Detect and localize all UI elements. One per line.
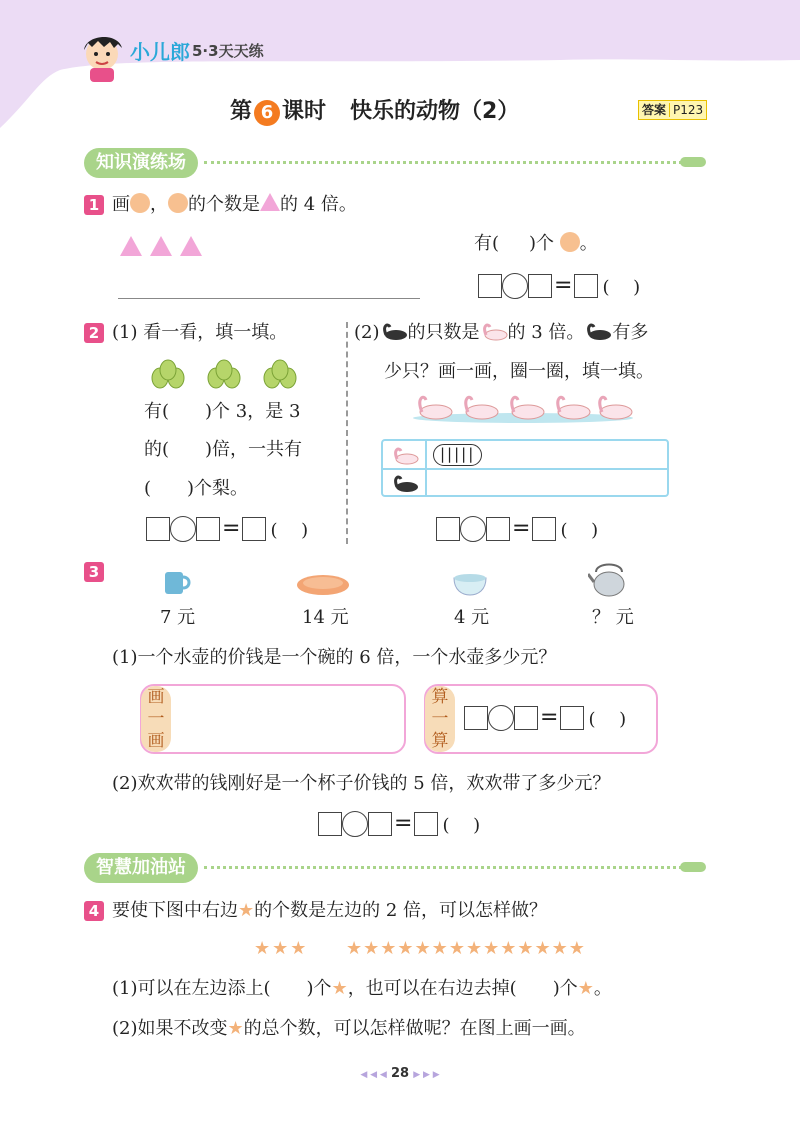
q2-line1: 有( )个 3，是 3: [144, 401, 301, 422]
q1-text-a: 画: [112, 194, 130, 215]
title-prefix: 第: [230, 99, 253, 124]
q3-part1: (1)一个水壶的价钱是一个碗的 6 倍，一个水壶多少元？: [112, 647, 557, 668]
cup-icon: [162, 568, 192, 598]
answer-box[interactable]: [146, 517, 170, 541]
answer-box[interactable]: [514, 706, 538, 730]
prev-arrows-icon: ◀ ◀ ◀: [360, 1070, 387, 1080]
drawing-line[interactable]: [118, 298, 420, 299]
q4-p1-c: 。: [593, 978, 612, 999]
q1-fill: [474, 232, 598, 256]
calc-label: [425, 686, 455, 752]
pear-groups: [150, 356, 340, 394]
answer-box[interactable]: [436, 517, 460, 541]
black-swan-icon: [380, 321, 408, 341]
operator-circle[interactable]: [342, 811, 368, 837]
q4-p2-b: 的总个数，可以怎样做呢？在图上画一画。: [243, 1018, 586, 1039]
orange-circle-icon: [168, 193, 188, 213]
right-star-group: ★★★★★★★★★★★★★★: [346, 938, 586, 959]
q2-part2-line2: 少只？画一画，圈一圈，填一填。: [384, 361, 654, 382]
q2-p2-b: 的只数是: [407, 322, 480, 343]
star-icon: ★: [577, 978, 594, 999]
answer-box[interactable]: [414, 812, 438, 836]
equation-row: [146, 516, 308, 542]
triangle-icon: [180, 236, 202, 256]
q2-line2: 的( )倍，一共有: [144, 439, 303, 460]
q1-prompt: [112, 193, 357, 217]
black-swan-icon: [584, 321, 612, 341]
answer-box[interactable]: [478, 274, 502, 298]
answer-box[interactable]: [560, 706, 584, 730]
answer-ref: [638, 100, 707, 120]
left-star-group: ★★★: [254, 938, 309, 959]
section-title-challenge: 智慧加油站: [84, 853, 198, 883]
pencil-tip-icon: [680, 862, 706, 872]
q2-p2-a: (2): [354, 322, 380, 343]
question-number: 2: [84, 323, 104, 343]
operator-circle[interactable]: [460, 516, 486, 542]
answer-box[interactable]: [532, 517, 556, 541]
white-swan-icon: [480, 321, 508, 341]
bowl-icon: [452, 570, 488, 596]
equals-sign: =: [394, 811, 413, 836]
pear-icon: [150, 356, 340, 390]
q1-fill-c: 。: [579, 233, 598, 254]
draw-char: 画: [147, 687, 165, 707]
q4-part1: [112, 977, 612, 1001]
page-title: [230, 94, 519, 124]
kettle-icon: [588, 558, 630, 598]
q1-fill-b: )个: [529, 233, 555, 254]
q3-part2: (2)欢欢带的钱刚好是一个杯子价钱的 5 倍，欢欢带了多少元？: [112, 773, 611, 794]
orange-circle-icon: [130, 193, 150, 213]
q4-text-b: 的个数是左边的 2 倍，可以怎样做？: [254, 900, 548, 921]
draw-box[interactable]: [140, 684, 406, 754]
q4-p2-a: (2)如果不改变: [112, 1018, 228, 1039]
unit-blank[interactable]: ( ): [442, 815, 481, 836]
q4-text-a: 要使下图中右边: [112, 900, 238, 921]
draw-char: 画: [147, 731, 165, 751]
answer-box[interactable]: [242, 517, 266, 541]
q2-line3: ( )个梨。: [144, 478, 249, 499]
equals-sign: =: [554, 273, 573, 298]
equation-row: [464, 705, 626, 731]
black-swan-icon: [391, 473, 419, 493]
question-number: 4: [84, 901, 104, 921]
answer-box[interactable]: [318, 812, 342, 836]
price-label: 7 元: [160, 607, 196, 628]
column-divider: [346, 322, 348, 544]
section-title-practice: 知识演练场: [84, 148, 198, 178]
q2-part2-title: [354, 321, 648, 345]
answer-box[interactable]: [368, 812, 392, 836]
q1-text-b: ，: [150, 194, 168, 215]
title-suffix: 课时: [282, 99, 327, 124]
lesson-number-badge: 6: [254, 100, 280, 126]
calc-char: 算: [431, 687, 449, 707]
q2-p2-d: 有多: [612, 322, 649, 343]
operator-circle[interactable]: [170, 516, 196, 542]
series-name: 5·3天天练: [192, 42, 264, 60]
answer-box[interactable]: [528, 274, 552, 298]
plate-icon: [296, 574, 350, 596]
page-footer: [348, 1066, 452, 1081]
question-number: 1: [84, 195, 104, 215]
section-divider: [204, 161, 682, 164]
draw-char: 一: [147, 709, 165, 729]
answer-box[interactable]: [574, 274, 598, 298]
calc-char: 算: [431, 731, 449, 751]
triangle-icon: [150, 236, 172, 256]
page-number: 28: [390, 1066, 410, 1081]
q1-text-c: 的个数是: [188, 194, 260, 215]
q4-p1-a: (1)可以在左边添上( )个: [112, 978, 332, 999]
equation-row: [436, 516, 598, 542]
swan-table: [381, 439, 669, 497]
table-row-divider: [383, 468, 667, 470]
q2-p2-c: 的 3 倍。: [507, 322, 585, 343]
q2-part1-title: (1) 看一看，填一填。: [112, 322, 288, 343]
q4-prompt: [112, 899, 547, 923]
answer-box[interactable]: [486, 517, 510, 541]
calc-char: 一: [431, 709, 449, 729]
triangle-group: [120, 236, 210, 260]
q4-p1-b: ，也可以在右边去掉( )个: [347, 978, 578, 999]
pencil-tip-icon: [680, 157, 706, 167]
price-label: 4 元: [454, 607, 490, 628]
lesson-title: 快乐的动物（2）: [350, 99, 520, 124]
brand-logo: 小儿郎: [130, 40, 190, 64]
answer-label: 答案: [642, 103, 667, 117]
star-icon: ★: [331, 978, 348, 999]
operator-circle[interactable]: [488, 705, 514, 731]
equation-row: [478, 273, 640, 299]
next-arrows-icon: ▶ ▶ ▶: [413, 1070, 440, 1080]
operator-circle[interactable]: [502, 273, 528, 299]
orange-circle-icon: [560, 232, 580, 252]
pink-triangle-icon: [260, 193, 280, 211]
price-label: 14 元: [302, 607, 349, 628]
unit-blank[interactable]: ( ): [270, 520, 309, 541]
equals-sign: =: [512, 516, 531, 541]
q4-part2: [112, 1017, 586, 1041]
white-swan-icon: [391, 445, 419, 465]
equation-row: [318, 811, 480, 837]
q1-fill-a: 有(: [474, 233, 500, 254]
q1-text-d: 的 4 倍。: [280, 194, 357, 215]
equals-sign: =: [222, 516, 241, 541]
price-label: ？ 元: [592, 607, 634, 628]
mascot-boy-icon: [78, 28, 128, 82]
star-icon: ★: [227, 1018, 244, 1039]
black-swan-draw-area[interactable]: [433, 471, 659, 493]
question-number: 3: [84, 562, 104, 582]
answer-box[interactable]: [464, 706, 488, 730]
answer-page: P123: [669, 103, 706, 117]
tally-group: |||||: [433, 444, 482, 466]
section-divider: [204, 866, 682, 869]
equals-sign: =: [540, 705, 559, 730]
swan-row: [410, 392, 636, 424]
answer-box[interactable]: [196, 517, 220, 541]
draw-label: [141, 686, 171, 752]
unit-blank[interactable]: ( ): [602, 277, 641, 298]
unit-blank[interactable]: ( ): [560, 520, 599, 541]
star-icon: ★: [238, 900, 255, 921]
unit-blank[interactable]: ( ): [588, 709, 627, 730]
triangle-icon: [120, 236, 142, 256]
